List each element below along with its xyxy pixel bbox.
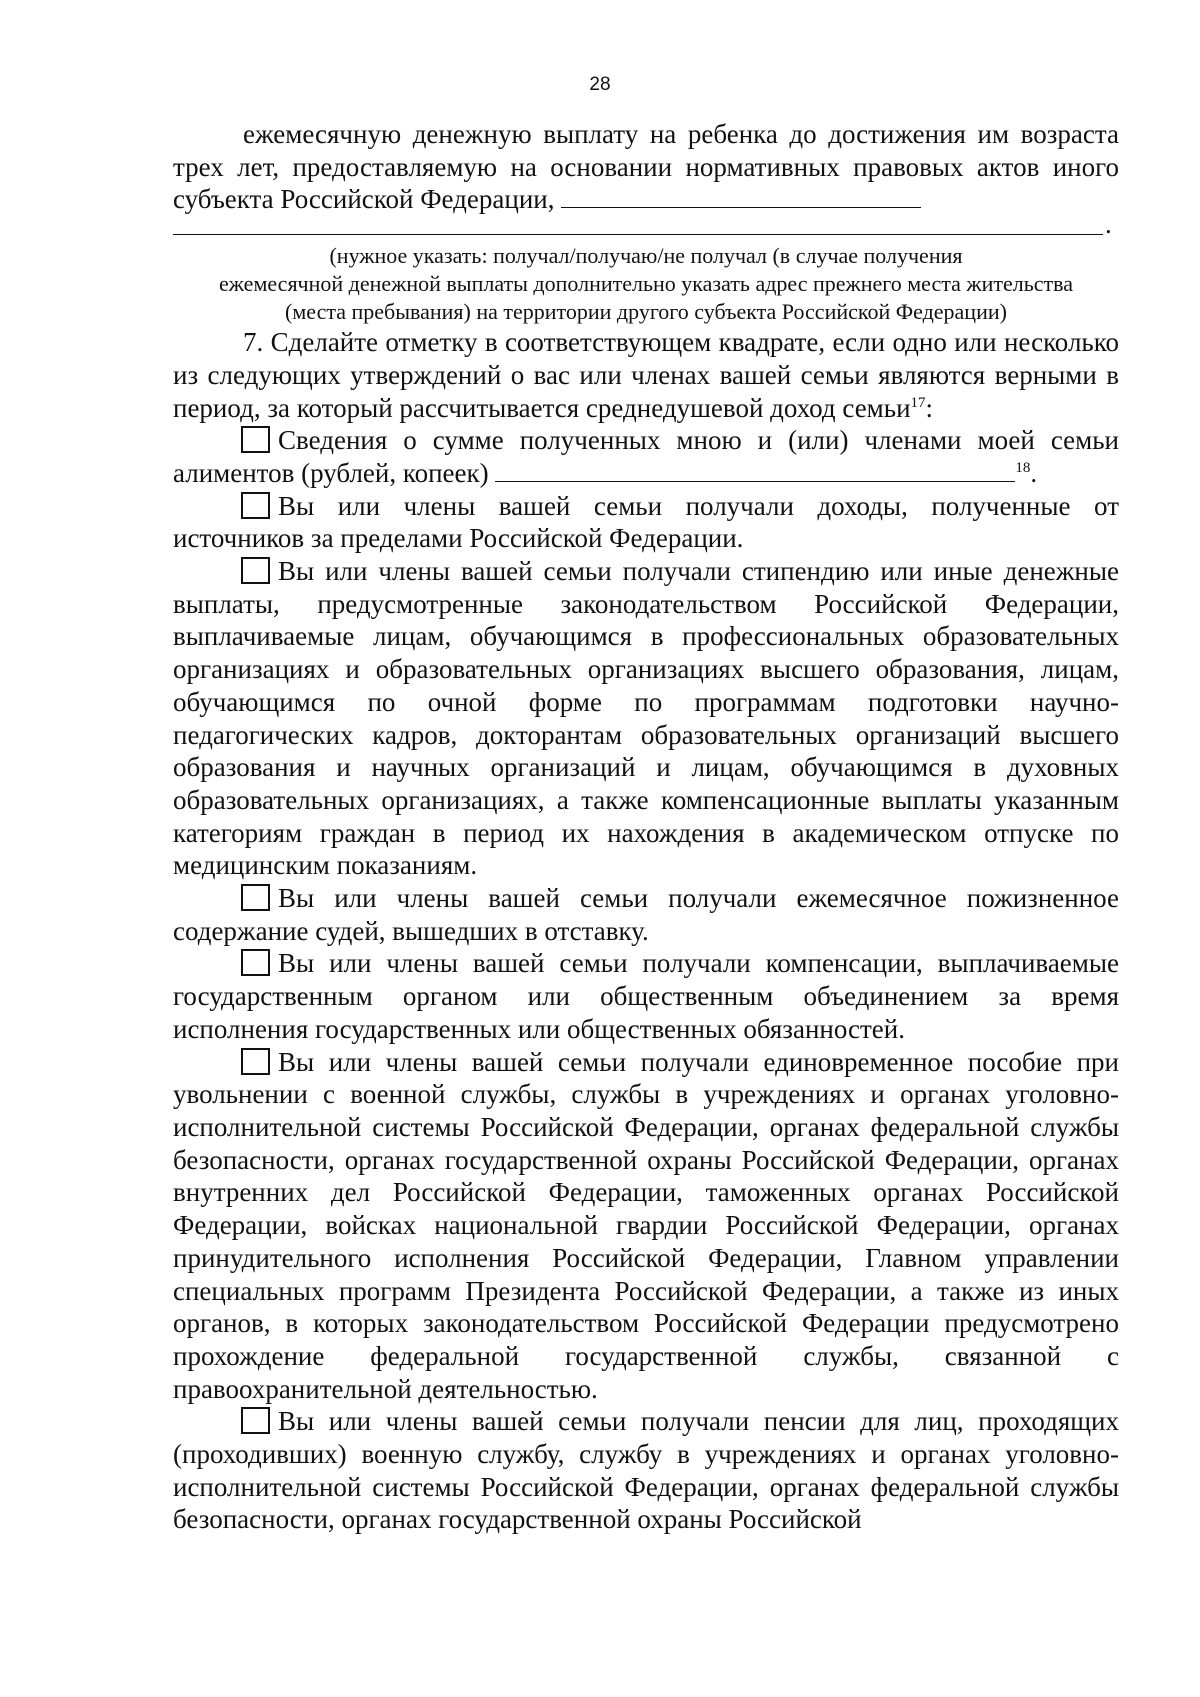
- intro-end-period: .: [1105, 209, 1112, 240]
- page-number: 28: [589, 74, 611, 95]
- checkbox-item-judges: [173, 882, 1119, 947]
- section-7-colon: :: [925, 392, 934, 423]
- instruction-note: [173, 242, 1119, 326]
- checkbox-item-compensation: [173, 947, 1119, 1045]
- checkbox-item-severance: [173, 1046, 1119, 1406]
- section-7-text: 7. Сделайте отметку в соответствующем квадрате, если одно или несколько из следующих утверждений о вас или членах вашей семьи являются верными в период, за который рассчитывается среднедушевой доход семьи: [173, 327, 1119, 423]
- checkbox[interactable]: [241, 1407, 270, 1434]
- checkbox[interactable]: [241, 949, 270, 976]
- section-7-paragraph: [173, 326, 1119, 424]
- item-text: Вы или члены вашей семьи получали ежемесячное пожизненное содержание судей, вышедших в отставку.: [173, 883, 1119, 946]
- intro-text: ежемесячную денежную выплату на ребенка до достижения им возраста трех лет, предоставляемую на основании нормативных правовых актов иного субъекта Российской Федерации,: [173, 119, 1119, 215]
- item-text: Вы или члены вашей семьи получали стипендию или иные денежные выплаты, предусмотренные законодательством Российской Федерации, выплачиваемые лицам, обучающимся в профессиональных образовательных организациях и образовательных организациях высшего образования, лицам, обучающимся по очной форме по программам подготовки научно-педагогических кадров, докторантам образовательных организаций высшего образования и научных организаций и лицам, обучающимся в духовных образовательных организациях, а также компенсационные выплаты указанным категориям граждан в период их нахождения в академическом отпуске по медицинским показаниям.: [173, 556, 1119, 881]
- checkbox-item-alimony: [173, 424, 1119, 489]
- checkbox[interactable]: [241, 492, 270, 519]
- item-text: Сведения о сумме полученных мною и (или) членами моей семьи алиментов (рублей, копеек): [173, 425, 1119, 488]
- footnote-ref-17: 17: [910, 394, 926, 411]
- note-line-1: (нужное указать: получал/получаю/не получал (в случае получения: [329, 243, 963, 269]
- item-text: Вы или члены вашей семьи получали доходы, полученные от источников за пределами Российской Федерации.: [173, 490, 1119, 554]
- answer-blank[interactable]: [561, 183, 921, 208]
- checkbox-item-foreign-income: [173, 490, 1119, 555]
- document-body: [173, 118, 1119, 1536]
- continuation-row: [173, 209, 1119, 240]
- checkbox-item-stipend: [173, 555, 1119, 882]
- item-text: Вы или члены вашей семьи получали компенсации, выплачиваемые государственным органом или общественным объединением за время исполнения государственных или общественных обязанностей.: [173, 948, 1119, 1044]
- checkbox[interactable]: [241, 1048, 270, 1075]
- intro-paragraph: [173, 118, 1119, 216]
- note-line-2: ежемесячной денежной выплаты дополнительно указать адрес прежнего места жительства: [219, 271, 1073, 297]
- note-line-3: (места пребывания) на территории другого субъекта Российской Федерации): [285, 299, 1007, 325]
- checkbox[interactable]: [241, 884, 270, 911]
- item-end: .: [1030, 457, 1038, 488]
- alimony-amount-blank[interactable]: [495, 457, 1015, 482]
- item-text: Вы или члены вашей семьи получали единовременное пособие при увольнении с военной службы, службы в учреждениях и органах уголовно-исполнительной системы Российской Федерации, органах федеральной службы безопасности, органах государственной охраны Российской Федерации, органах внутренних дел Российской Федерации, таможенных органах Российской Федерации, войсках национальной гвардии Российской Федерации, органах принудительного исполнения Российской Федерации, Главном управлении специальных программ Президента Российской Федерации, а также из иных органов, в которых законодательством Российской Федерации предусмотрено прохождение федеральной государственной службы, связанной с правоохранительной деятельностью.: [173, 1046, 1119, 1404]
- footnote-ref-18: 18: [1015, 459, 1031, 476]
- checkbox[interactable]: [241, 426, 270, 453]
- checkbox[interactable]: [241, 557, 270, 584]
- checkbox-item-pensions: [173, 1405, 1119, 1536]
- answer-blank-line[interactable]: [173, 216, 1103, 235]
- item-text: Вы или члены вашей семьи получали пенсии для лиц, проходящих (проходивших) военную службу, службу в учреждениях и органах уголовно-исполнительной системы Российской Федерации, органах федеральной службы безопасности, органах государственной охраны Российской: [173, 1406, 1119, 1535]
